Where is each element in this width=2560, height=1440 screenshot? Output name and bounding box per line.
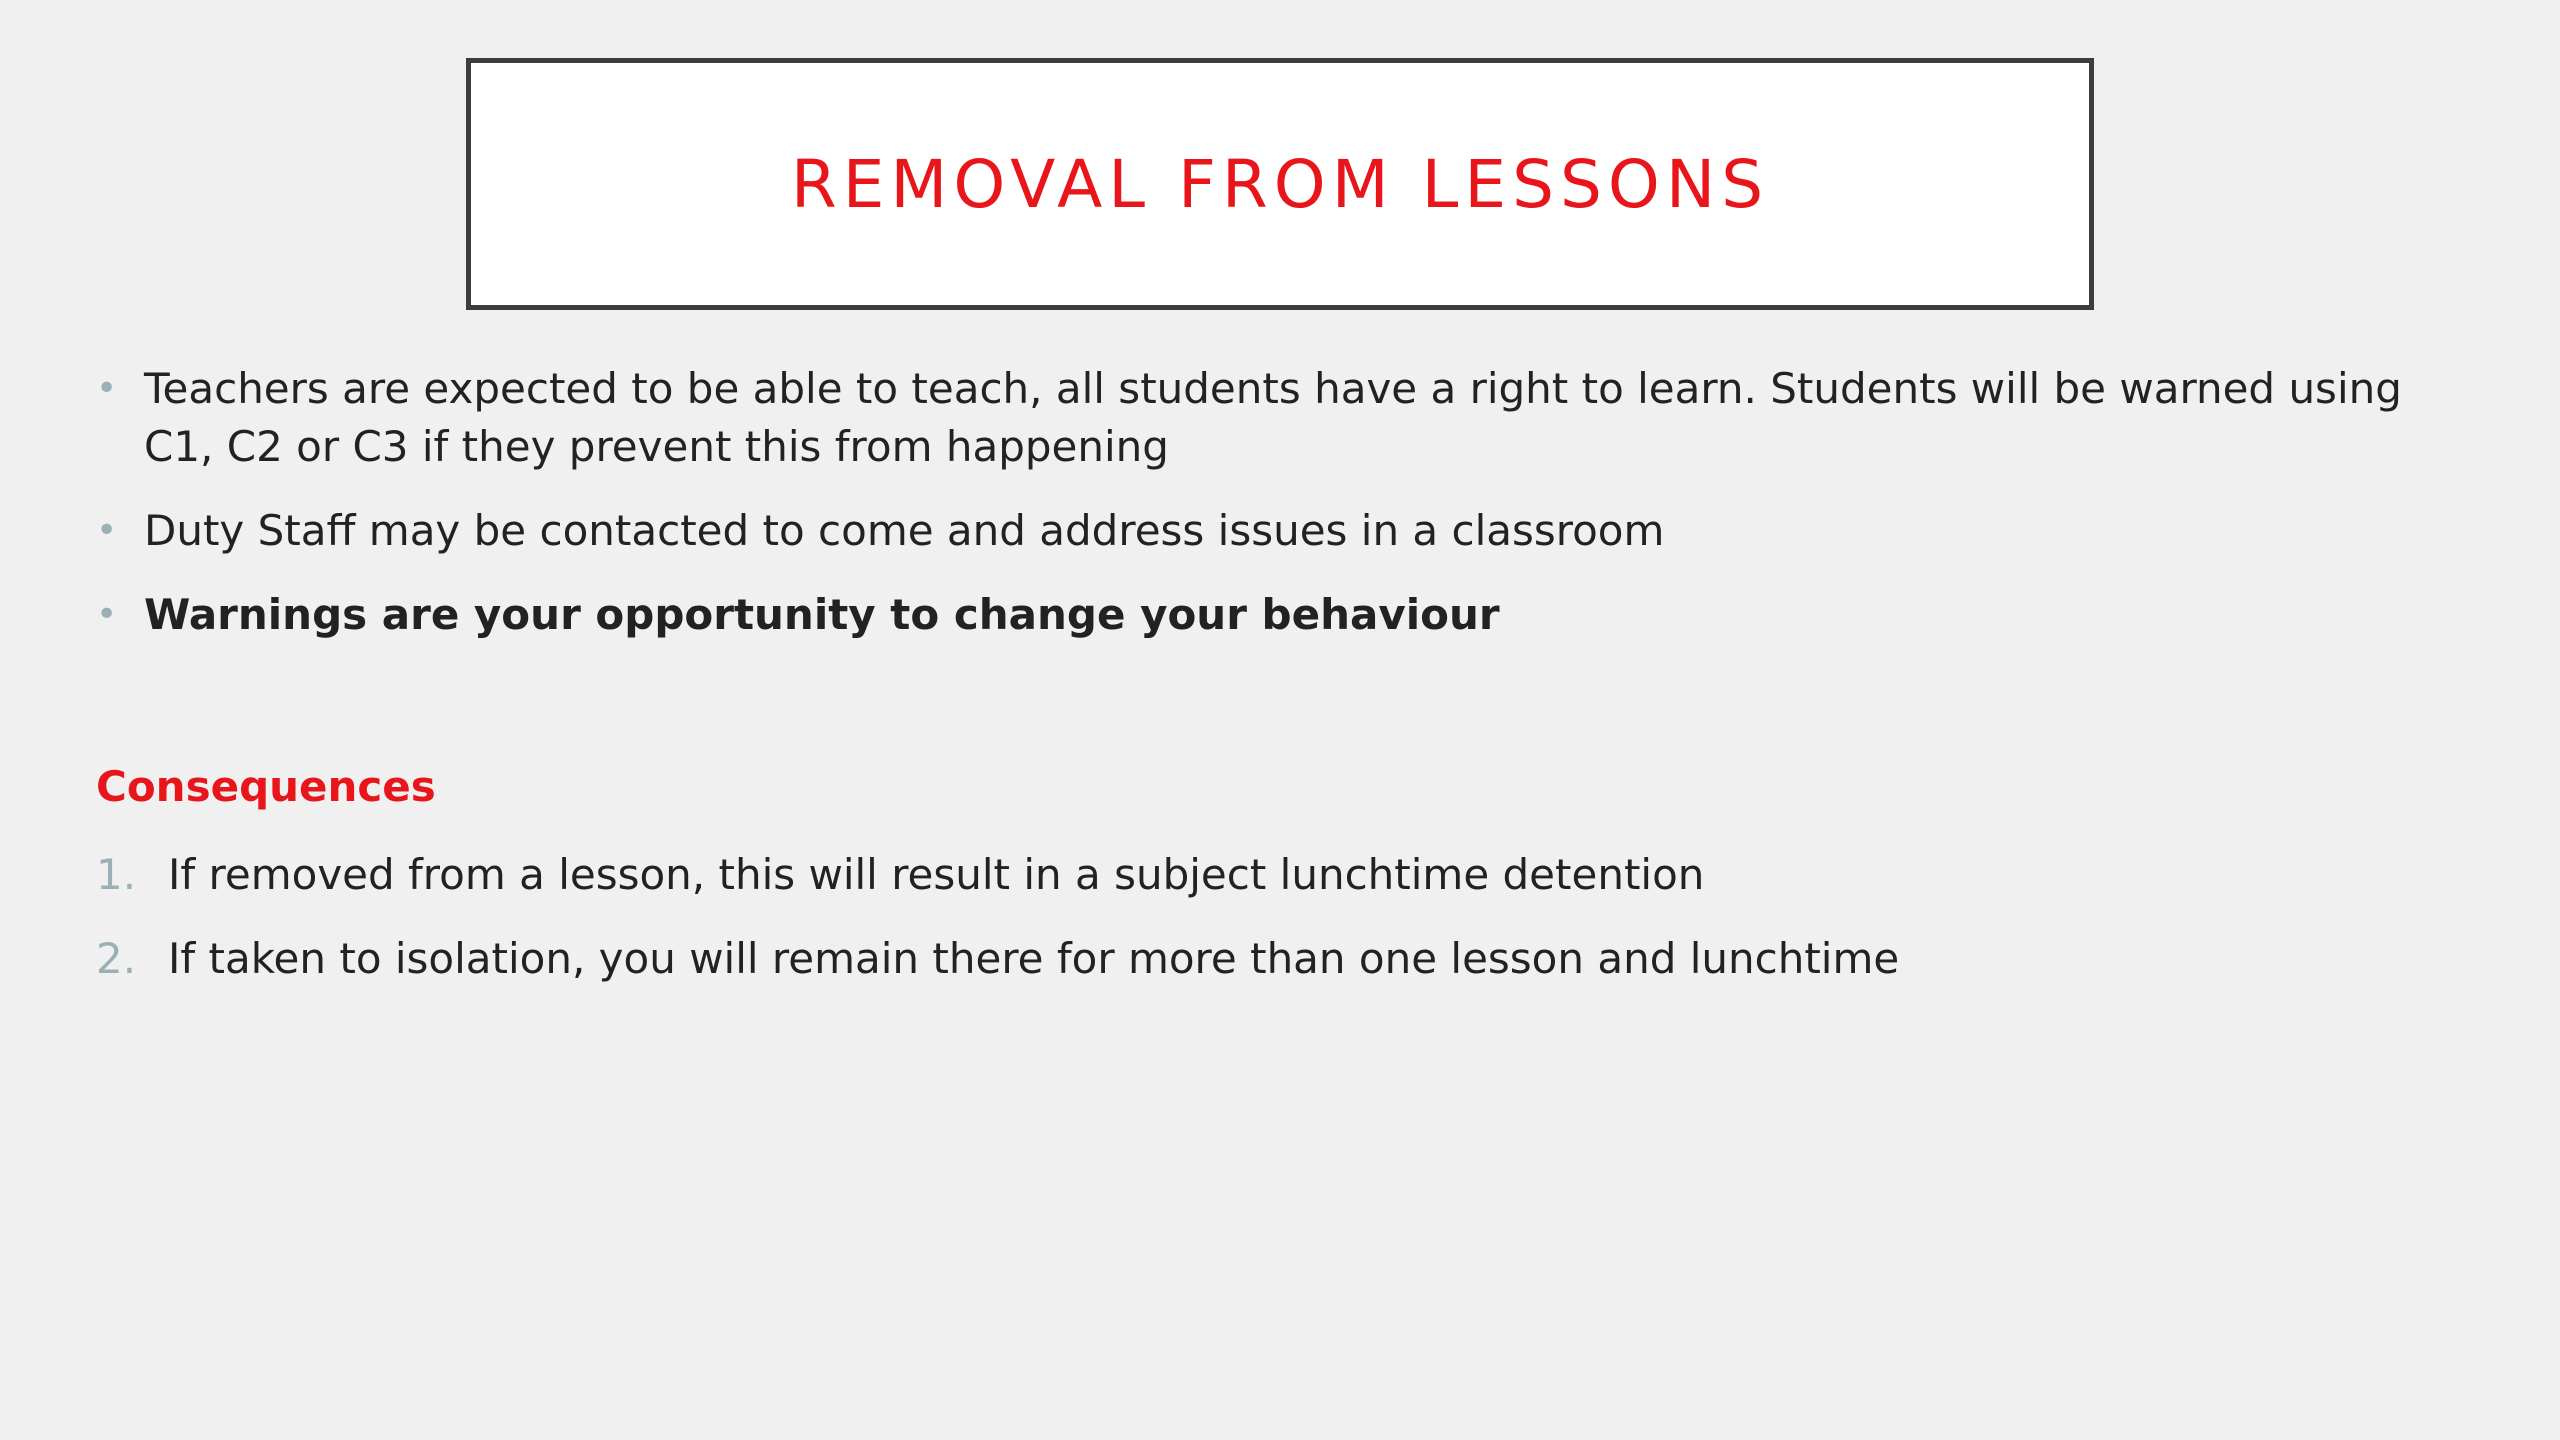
bullet-text: Teachers are expected to be able to teach, all students have a right to learn. Students will be warned using C1, C2 or C3 if they prevent this from happening (144, 364, 2402, 471)
consequence-text: If removed from a lesson, this will result in a subject lunchtime detention (168, 850, 1705, 899)
bullet-item-warnings (96, 586, 2436, 644)
bullet-item-duty-staff (96, 502, 2436, 560)
bullet-item-teachers (96, 360, 2436, 476)
bullet-text-bold: Warnings are your opportunity to change your behaviour (144, 590, 1500, 639)
consequence-item-removed (96, 846, 2436, 904)
bullet-dot-icon: • (96, 368, 118, 409)
bullet-text: Duty Staff may be contacted to come and address issues in a classroom (144, 506, 1665, 555)
consequences-list (96, 846, 2436, 1014)
consequence-text: If taken to isolation, you will remain there for more than one lesson and lunchtime (168, 934, 1900, 983)
list-number: 2. (96, 934, 137, 983)
bullet-dot-icon: • (96, 510, 118, 551)
title-box (466, 58, 2094, 310)
consequence-item-isolation (96, 930, 2436, 988)
slide-title: REMOVAL FROM LESSONS (790, 145, 1770, 223)
bullet-dot-icon: • (96, 594, 118, 635)
list-number: 1. (96, 850, 137, 899)
consequences-heading: Consequences (96, 762, 436, 811)
bullet-list (96, 360, 2436, 670)
